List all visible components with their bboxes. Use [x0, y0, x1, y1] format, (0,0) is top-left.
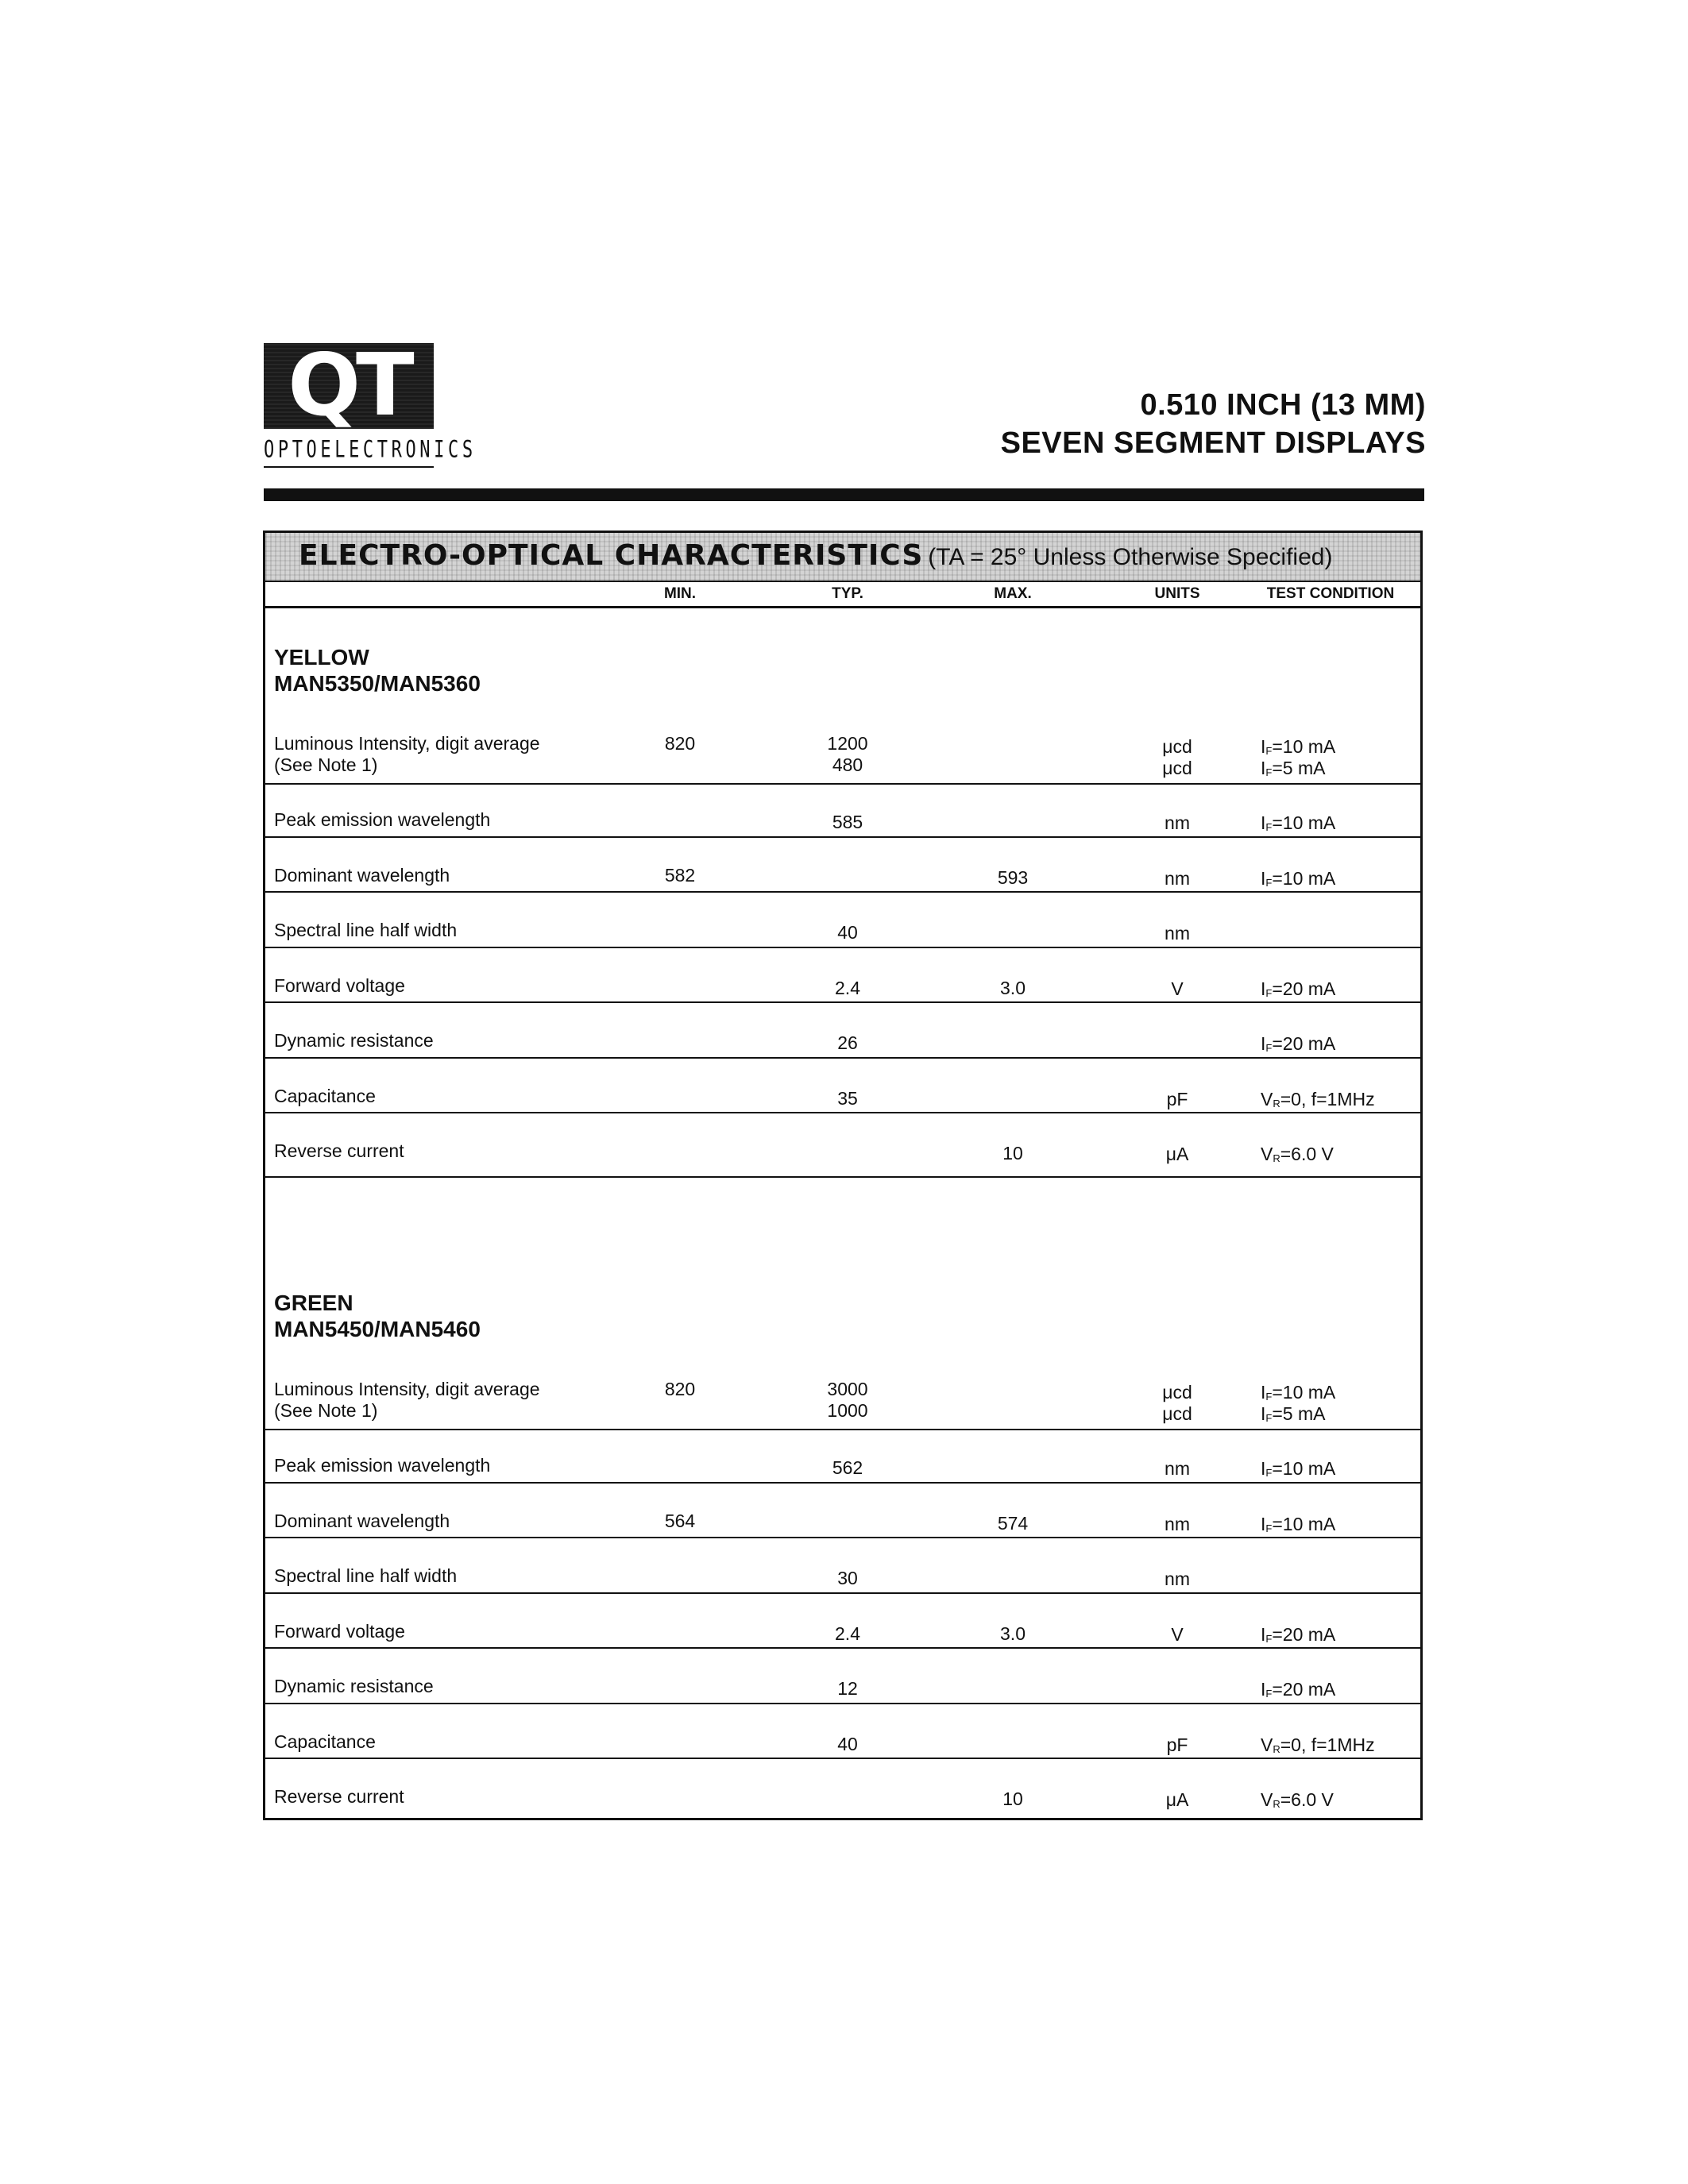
typ-value: 30	[837, 1568, 858, 1588]
units-value: nm	[1165, 1458, 1190, 1479]
condition-value: =6.0 V	[1280, 1144, 1334, 1164]
condition-subscript: F	[1265, 876, 1273, 889]
units-value: nm	[1165, 867, 1190, 889]
row-divider	[265, 1592, 1420, 1594]
section-color: YELLOW	[274, 645, 369, 669]
characteristics-table	[263, 531, 1423, 1820]
parameter-name: Luminous Intensity, digit average	[274, 1379, 540, 1399]
min-value: 564	[664, 1510, 696, 1531]
typ-value: 1200	[827, 733, 868, 754]
section-color: GREEN	[274, 1291, 353, 1315]
test-condition	[1261, 1514, 1335, 1539]
units-value-2: μcd	[1162, 1403, 1192, 1424]
typ-value: 3000	[827, 1379, 868, 1399]
typ-value: 40	[837, 922, 858, 943]
typ-value: 585	[832, 812, 863, 832]
max-value: 593	[997, 866, 1029, 888]
section-part-numbers: MAN5450/MAN5460	[274, 1317, 481, 1341]
document-title	[1001, 386, 1426, 462]
condition-subscript: F	[1265, 821, 1273, 833]
min-value: 820	[664, 1379, 696, 1399]
parameter-name: Capacitance	[274, 1085, 376, 1106]
units-value: V	[1171, 1623, 1184, 1645]
condition-symbol: I	[1261, 736, 1266, 757]
parameter-name: Reverse current	[274, 1140, 404, 1161]
col-header-test-condition: TEST CONDITION	[1266, 585, 1395, 602]
units-value-2: μcd	[1162, 758, 1192, 778]
parameter-note: (See Note 1)	[274, 1400, 378, 1421]
condition-subscript: F	[1265, 1522, 1273, 1534]
col-header-max: MAX.	[994, 585, 1032, 602]
condition-symbol: I	[1261, 1679, 1266, 1700]
parameter-name: Peak emission wavelength	[274, 1455, 491, 1476]
condition-subscript: F	[1265, 1688, 1273, 1700]
condition-symbol: I	[1261, 1513, 1266, 1534]
parameter-name: Forward voltage	[274, 974, 405, 996]
units-value: nm	[1165, 1513, 1190, 1534]
units-value: nm	[1165, 812, 1190, 833]
condition-value: =0, f=1MHz	[1280, 1088, 1375, 1109]
test-condition	[1261, 1624, 1335, 1650]
banner-title: ELECTRO-OPTICAL CHARACTERISTICS	[299, 539, 924, 572]
units-value: μA	[1165, 1789, 1189, 1810]
typ-value-2: 480	[832, 754, 863, 775]
condition-value: =10 mA	[1272, 736, 1336, 757]
max-value: 10	[1002, 1788, 1023, 1809]
row-divider	[265, 783, 1420, 785]
condition-subscript: R	[1273, 1742, 1280, 1755]
condition-subscript: F	[1265, 1042, 1273, 1054]
condition-symbol: I	[1261, 1382, 1266, 1403]
typ-value-2: 1000	[827, 1400, 868, 1421]
condition-subscript: R	[1273, 1152, 1280, 1164]
test-condition	[1261, 812, 1335, 838]
parameter-name: Dominant wavelength	[274, 864, 450, 886]
row-divider	[265, 1537, 1420, 1538]
condition-symbol: I	[1261, 1403, 1266, 1424]
units-value: pF	[1166, 1734, 1188, 1755]
units-value: μcd	[1162, 736, 1192, 757]
condition-symbol: V	[1261, 1734, 1273, 1755]
condition-value: =10 mA	[1272, 812, 1336, 833]
row-divider	[265, 1703, 1420, 1704]
condition-value: =5 mA	[1272, 1403, 1326, 1424]
logo-underline	[264, 466, 434, 468]
col-header-units: UNITS	[1154, 585, 1200, 602]
row-divider	[265, 1112, 1420, 1113]
max-value: 3.0	[1000, 977, 1026, 998]
condition-value: =10 mA	[1272, 867, 1336, 889]
condition-symbol: V	[1261, 1144, 1273, 1164]
row-divider	[265, 1482, 1420, 1484]
condition-value: =20 mA	[1272, 1679, 1336, 1700]
min-value: 820	[664, 733, 696, 754]
header-divider	[264, 488, 1424, 501]
parameter-name: Capacitance	[274, 1731, 376, 1752]
test-condition	[1261, 978, 1335, 1004]
logo-letters: QT	[288, 336, 410, 435]
units-value: pF	[1166, 1088, 1188, 1109]
typ-value: 35	[837, 1087, 858, 1109]
row-divider	[265, 1001, 1420, 1003]
typ-value: 12	[837, 1678, 858, 1699]
parameter-name: Spectral line half width	[274, 1565, 458, 1586]
parameter-name: Reverse current	[274, 1786, 404, 1807]
row-divider	[265, 1647, 1420, 1649]
condition-subscript: R	[1273, 1097, 1280, 1109]
units-value: V	[1171, 978, 1184, 999]
condition-value: =6.0 V	[1280, 1789, 1334, 1810]
test-condition	[1261, 1789, 1334, 1815]
parameter-name: Dynamic resistance	[274, 1676, 434, 1696]
units-value: nm	[1165, 923, 1190, 943]
condition-symbol: I	[1261, 1623, 1266, 1645]
parameter-name: Peak emission wavelength	[274, 809, 491, 830]
parameter-name: Dynamic resistance	[274, 1030, 434, 1051]
test-condition	[1261, 1403, 1325, 1429]
condition-symbol: I	[1261, 812, 1266, 833]
row-divider	[265, 947, 1420, 948]
typ-value: 562	[832, 1457, 863, 1478]
units-value: μcd	[1162, 1382, 1192, 1403]
condition-symbol: I	[1261, 867, 1266, 889]
banner-condition: (TA = 25° Unless Otherwise Specified)	[928, 544, 1333, 570]
condition-subscript: F	[1265, 745, 1273, 757]
col-header-typ: TYP.	[832, 585, 863, 602]
column-header-row	[265, 582, 1420, 608]
test-condition	[1261, 1734, 1375, 1760]
test-condition	[1261, 758, 1325, 783]
units-value: μA	[1165, 1144, 1189, 1164]
condition-subscript: F	[1265, 1632, 1273, 1645]
typ-value: 40	[837, 1733, 858, 1754]
row-divider	[265, 836, 1420, 838]
condition-symbol: I	[1261, 758, 1266, 778]
row-divider	[265, 1758, 1420, 1759]
section-part-numbers: MAN5350/MAN5360	[274, 671, 481, 696]
typ-value: 2.4	[835, 1623, 860, 1644]
title-line-1: 0.510 INCH (13 MM)	[1140, 388, 1426, 422]
table-banner	[265, 533, 1420, 582]
col-header-min: MIN.	[663, 585, 697, 602]
condition-symbol: I	[1261, 1458, 1266, 1479]
condition-value: =20 mA	[1272, 1033, 1336, 1054]
row-divider	[265, 1429, 1420, 1430]
max-value: 3.0	[1000, 1623, 1026, 1644]
condition-subscript: F	[1265, 1467, 1273, 1479]
typ-value: 2.4	[835, 977, 860, 998]
condition-subscript: F	[1265, 766, 1273, 778]
test-condition	[1261, 868, 1335, 893]
parameter-name: Spectral line half width	[274, 920, 458, 940]
max-value: 574	[997, 1512, 1029, 1534]
condition-subscript: F	[1265, 986, 1273, 999]
max-value: 10	[1002, 1143, 1023, 1163]
condition-value: =10 mA	[1272, 1513, 1336, 1534]
condition-symbol: I	[1261, 1033, 1266, 1054]
condition-value: =10 mA	[1272, 1458, 1336, 1479]
parameter-note: (See Note 1)	[274, 754, 378, 775]
condition-value: =0, f=1MHz	[1280, 1734, 1375, 1755]
condition-value: =10 mA	[1272, 1382, 1336, 1403]
condition-subscript: R	[1273, 1798, 1280, 1810]
parameter-name: Dominant wavelength	[274, 1510, 450, 1531]
typ-value: 26	[837, 1032, 858, 1053]
condition-value: =5 mA	[1272, 758, 1326, 778]
test-condition	[1261, 1679, 1335, 1704]
row-divider	[265, 1176, 1420, 1178]
parameter-name: Luminous Intensity, digit average	[274, 733, 540, 754]
test-condition	[1261, 1033, 1335, 1059]
logo-subtext: OPTOELECTRONICS	[264, 437, 477, 464]
condition-subscript: F	[1265, 1412, 1273, 1424]
condition-subscript: F	[1265, 1391, 1273, 1403]
title-line-2: SEVEN SEGMENT DISPLAYS	[1000, 426, 1426, 460]
condition-symbol: I	[1261, 978, 1266, 999]
condition-value: =20 mA	[1272, 978, 1336, 999]
condition-symbol: V	[1261, 1088, 1273, 1109]
test-condition	[1261, 1089, 1375, 1114]
logo-mark	[264, 336, 434, 435]
test-condition	[1261, 1144, 1334, 1169]
row-divider	[265, 891, 1420, 893]
min-value: 582	[664, 864, 696, 886]
parameter-name: Forward voltage	[274, 1620, 405, 1642]
condition-value: =20 mA	[1272, 1623, 1336, 1645]
test-condition	[1261, 1458, 1335, 1484]
company-logo	[264, 336, 477, 464]
row-divider	[265, 1057, 1420, 1059]
condition-symbol: V	[1261, 1789, 1273, 1810]
units-value: nm	[1165, 1569, 1190, 1589]
